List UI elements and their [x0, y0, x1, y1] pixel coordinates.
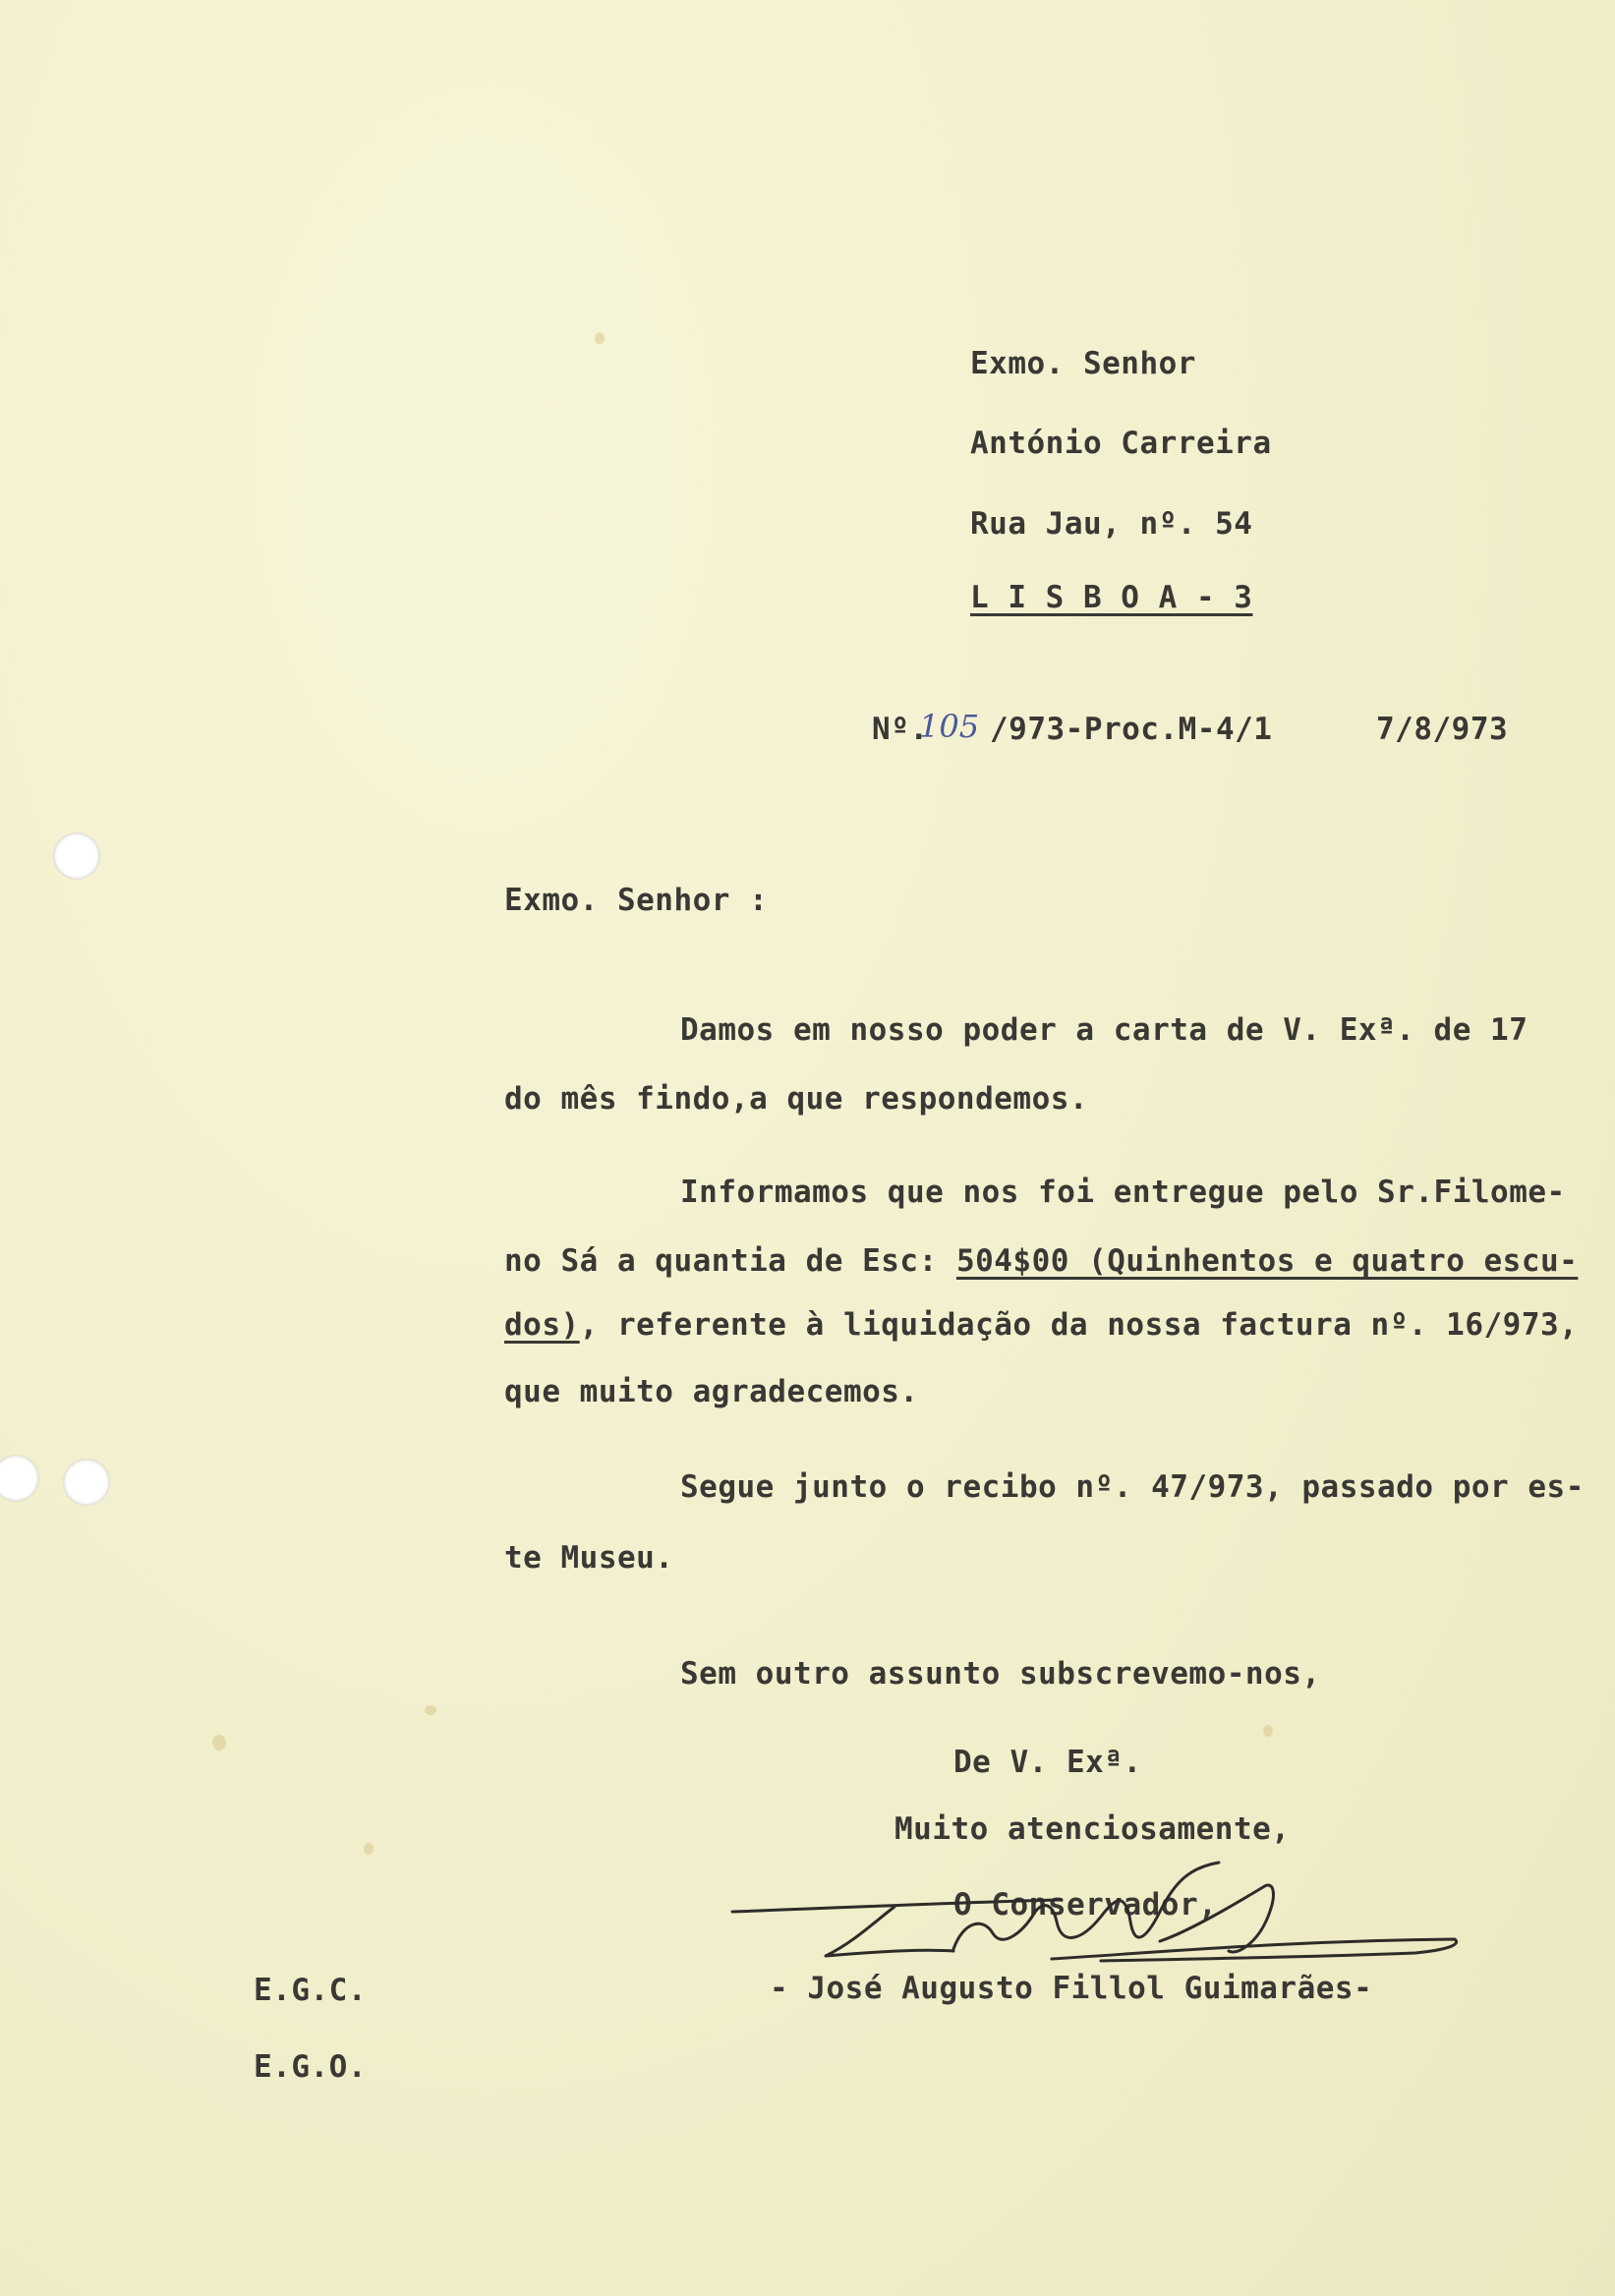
- signature-line-2: Muito atenciosamente,: [894, 1811, 1291, 1847]
- paper-stain: [1263, 1725, 1273, 1737]
- address-salutation: Exmo. Senhor: [970, 346, 1196, 381]
- reference-date: 7/8/973: [1376, 712, 1509, 747]
- handwritten-signature: [727, 1863, 1474, 1980]
- paper-stain: [212, 1735, 226, 1751]
- address-name: António Carreira: [970, 426, 1272, 461]
- address-street: Rua Jau, nº. 54: [970, 506, 1253, 542]
- reference-process: /973-Proc.M-4/1: [990, 712, 1273, 747]
- paragraph-2-line-4: que muito agradecemos.: [504, 1374, 919, 1409]
- amount-underlined: 504$00 (Quinhentos e quatro escu-: [955, 1243, 1579, 1279]
- typist-initials-2: E.G.O.: [254, 2049, 367, 2085]
- paragraph-1-line-2: do mês findo,a que respondemos.: [504, 1081, 1089, 1117]
- address-city: L I S B O A - 3: [970, 580, 1253, 615]
- paragraph-2-line-2-text: no Sá a quantia de Esc:: [504, 1243, 956, 1279]
- paragraph-1-line-1: Damos em nosso poder a carta de V. Exª. de 17: [680, 1012, 1528, 1048]
- amount-underlined-end: dos): [504, 1307, 580, 1343]
- punch-hole-top: [53, 832, 100, 880]
- typist-initials-1: E.G.C.: [254, 1973, 367, 2008]
- punch-hole-bottom-right: [63, 1459, 110, 1506]
- paragraph-3-line-1: Segue junto o recibo nº. 47/973, passado por es-: [680, 1469, 1585, 1505]
- signature-title: O Conservador,: [953, 1887, 1218, 1923]
- signature-line-1: De V. Exª.: [953, 1745, 1142, 1780]
- handwritten-reference-number: 105: [919, 708, 980, 745]
- paper-stain: [595, 332, 605, 344]
- paragraph-2-line-2: [504, 1243, 1578, 1279]
- paragraph-3-line-2: te Museu.: [504, 1540, 674, 1576]
- reference-prefix: Nº.: [872, 712, 929, 747]
- punch-hole-bottom-left: [0, 1455, 39, 1502]
- paragraph-2-line-1: Informamos que nos foi entregue pelo Sr.Filome-: [680, 1175, 1566, 1210]
- signature-name: - José Augusto Fillol Guimarães-: [770, 1971, 1373, 2006]
- paragraph-2-line-3: [504, 1307, 1578, 1343]
- paper-stain: [425, 1705, 436, 1715]
- paper-stain: [364, 1843, 374, 1855]
- letter-greeting: Exmo. Senhor :: [504, 883, 769, 918]
- closing-line: Sem outro assunto subscrevemo-nos,: [680, 1656, 1321, 1692]
- paragraph-2-line-3-text: , referente à liquidação da nossa factura nº. 16/973,: [579, 1307, 1579, 1343]
